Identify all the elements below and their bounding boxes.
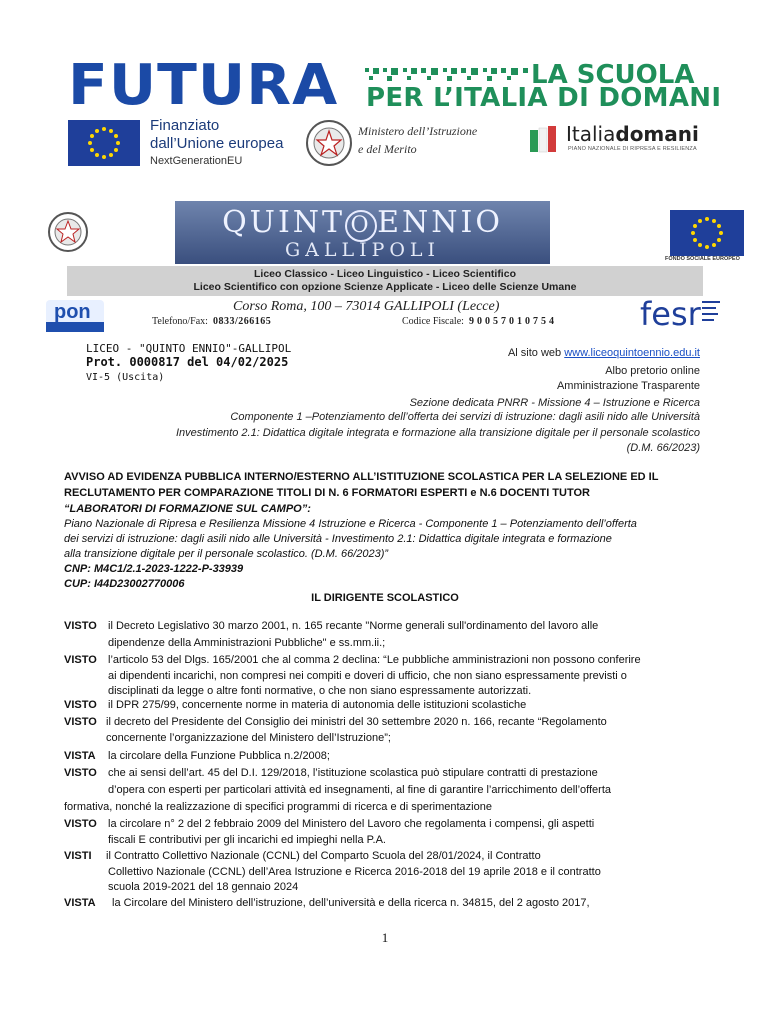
fesr-label: fesr bbox=[640, 295, 701, 333]
notice-body-line2: dei servizi di istruzione: dagli asili nido alle Università - Investimento 2.1: Didattica digitale integrata e formazione bbox=[64, 533, 612, 545]
italiadomani-flag-icon bbox=[528, 126, 560, 154]
notice-body-line3: alla transizione digitale per il personale scolastico. (D.M. 66/2023)” bbox=[64, 548, 389, 560]
visto-text: ai dipendenti incarichi, non compresi nei compiti e doveri di ufficio, che non siano espressamente previsti o bbox=[108, 670, 627, 682]
visto-text: l’articolo 53 del Dlgs. 165/2001 che al comma 2 declina: “Le pubbliche amministrazioni non possono conferire bbox=[108, 654, 641, 666]
visto-text: il DPR 275/99, concernente norme in materia di autonomia delle istituzioni scolastiche bbox=[108, 699, 527, 711]
visto-text: scuola 2019-2021 del 18 gennaio 2024 bbox=[108, 881, 299, 893]
eu-funding-line3: NextGenerationEU bbox=[150, 155, 243, 167]
recipient-amministrazione: Amministrazione Trasparente bbox=[556, 380, 700, 392]
visto-text: dipendenze della Amministrazioni Pubbliche" e ss.mm.ii.; bbox=[108, 637, 386, 649]
fesr-mark-icon bbox=[702, 301, 722, 331]
visto-keyword: VISTO bbox=[64, 654, 97, 666]
visto-text: disciplinati da legge o altre fonti normative, o che non siano espressamente autorizzati. bbox=[108, 685, 532, 697]
eu-funding-line1: Finanziato bbox=[150, 117, 220, 134]
school-address: Corso Roma, 100 – 73014 GALLIPOLI (Lecce) bbox=[233, 299, 500, 314]
futura-logo-text: FUTURA bbox=[68, 53, 339, 118]
visto-text: la circolare n° 2 del 2 febbraio 2009 del Ministero del Lavoro che regolamenta i compensi, gli aspetti bbox=[108, 818, 595, 830]
notice-title-line1: AVVISO AD EVIDENZA PUBBLICA INTERNO/ESTERNO ALL’ISTITUZIONE SCOLASTICA PER LA SELEZIONE ED IL bbox=[64, 471, 659, 483]
visto-text: formativa, nonché la realizzazione di specifici programmi di ricerca e di sperimentazione bbox=[64, 801, 492, 813]
visto-text: che ai sensi dell’art. 45 del D.I. 129/2018, l’istituzione scolastica può stipulare contratti di prestazione bbox=[108, 767, 598, 779]
page-number: 1 bbox=[381, 930, 389, 945]
stamp-line1: LICEO - "QUINTO ENNIO"-GALLIPOL bbox=[86, 342, 292, 355]
italian-emblem-icon bbox=[46, 210, 90, 254]
visto-keyword: VISTA bbox=[64, 750, 96, 762]
stamp-line3: VI-5 (Uscita) bbox=[86, 372, 165, 383]
notice-cnp: CNP: M4C1/2.1-2023-1222-P-33939 bbox=[64, 563, 244, 575]
notice-title-line3: “LABORATORI DI FORMAZIONE SUL CAMPO”: bbox=[64, 503, 311, 515]
notice-title-line2: RECLUTAMENTO PER COMPARAZIONE TITOLI DI N. 6 FORMATORI ESPERTI e N.6 DOCENTI TUTOR bbox=[64, 487, 590, 499]
visto-keyword: VISTO bbox=[64, 620, 97, 632]
eu-flag-icon bbox=[68, 120, 140, 166]
notice-cup: CUP: I44D23002770006 bbox=[64, 578, 185, 590]
green-dot-pattern-icon bbox=[365, 68, 530, 82]
visto-text: Collettivo Nazionale (CCNL) dell’Area Istruzione e Ricerca 2016-2018 del 19 aprile 2018 e il contratto bbox=[108, 866, 601, 878]
visto-text: la Circolare del Ministero dell’istruzione, dell’università e della ricerca n. 34815, del 2 agosto 2017, bbox=[112, 897, 590, 909]
licei-line2: Liceo Scientifico con opzione Scienze Applicate - Liceo delle Scienze Umane bbox=[193, 281, 577, 293]
pnrr-componente: Componente 1 –Potenziamento dell’offerta dei servizi di istruzione: dagli asili nido alle Università bbox=[230, 411, 700, 423]
visto-text: il Decreto Legislativo 30 marzo 2001, n. 165 recante "Norme generali sull'ordinamento del lavoro alle bbox=[108, 620, 599, 632]
scuola-logo-line2: PER L’ITALIA DI DOMANI bbox=[366, 83, 722, 113]
dirigente-heading: IL DIRIGENTE SCOLASTICO bbox=[311, 592, 459, 604]
visto-keyword: VISTI bbox=[64, 850, 92, 862]
visto-keyword: VISTO bbox=[64, 716, 97, 728]
visto-keyword: VISTA bbox=[64, 897, 96, 909]
scuola-logo-line1: LA SCUOLA bbox=[531, 60, 695, 90]
pnrr-dm: (D.M. 66/2023) bbox=[626, 442, 700, 454]
school-city: GALLIPOLI bbox=[284, 239, 441, 261]
recipient-albo: Albo pretorio online bbox=[605, 365, 700, 377]
pon-label: pon bbox=[54, 301, 91, 323]
eu-flag-icon bbox=[670, 210, 744, 256]
pnrr-investimento: Investimento 2.1: Didattica digitale integrata e formazione alla transizione digitale per il personale scolastico bbox=[175, 427, 700, 439]
school-fiscal-code: Codice Fiscale: 90057010754 bbox=[402, 316, 557, 327]
visto-text: il Contratto Collettivo Nazionale (CCNL) del Comparto Scuola del 28/01/2024, il Contratto bbox=[106, 850, 541, 862]
school-phone: Telefono/Fax: 0833/266165 bbox=[152, 316, 272, 327]
licei-line1: Liceo Classico - Liceo Linguistico - Liceo Scientifico bbox=[254, 268, 516, 280]
visto-keyword: VISTO bbox=[64, 699, 97, 711]
ministry-name-line1: Ministero dell’Istruzione bbox=[358, 124, 478, 138]
pnrr-section: Sezione dedicata PNRR - Missione 4 – Istruzione e Ricerca bbox=[409, 397, 700, 409]
visto-keyword: VISTO bbox=[64, 818, 97, 830]
italiadomani-logo-text: Italiadomani bbox=[566, 122, 699, 146]
visto-text: fiscali E contributivi per gli incarichi ed impieghi nella P.A. bbox=[108, 834, 386, 846]
italiadomani-subtitle: PIANO NAZIONALE DI RIPRESA E RESILIENZA bbox=[568, 146, 697, 152]
school-name: QUINT O ENNIO bbox=[222, 205, 503, 240]
visto-text: concernente l’organizzazione del Ministero dell’Istruzione”; bbox=[106, 732, 391, 744]
italian-emblem-icon bbox=[304, 118, 354, 168]
ministry-name-line2: e del Merito bbox=[358, 142, 417, 156]
fse-caption: FONDO SOCIALE EUROPEO bbox=[665, 256, 740, 262]
notice-body-line1: Piano Nazionale di Ripresa e Resilienza Missione 4 Istruzione e Ricerca - Componente 1 – Potenziamento dell’offerta bbox=[64, 518, 637, 530]
visto-keyword: VISTO bbox=[64, 767, 97, 779]
recipient-website: Al sito web www.liceoquintoennio.edu.it bbox=[507, 347, 700, 359]
protocol-stamp bbox=[80, 340, 292, 388]
visto-text: il decreto del Presidente del Consiglio dei ministri del 30 settembre 2020 n. 166, recante “Regolamento bbox=[106, 716, 607, 728]
visto-text: d’opera con esperti per particolari attività ed insegnamenti, al fine di garantire l’arricchimento dell’offerta bbox=[108, 784, 612, 796]
visto-text: la circolare della Funzione Pubblica n.2/2008; bbox=[108, 750, 330, 762]
stamp-protocol-number: Prot. 0000817 del 04/02/2025 bbox=[86, 355, 289, 369]
pon-logo bbox=[46, 300, 104, 332]
fesr-logo bbox=[640, 297, 722, 335]
eu-funding-line2: dall’Unione europea bbox=[150, 135, 284, 152]
school-website-link[interactable]: www.liceoquintoennio.edu.it bbox=[564, 347, 700, 359]
